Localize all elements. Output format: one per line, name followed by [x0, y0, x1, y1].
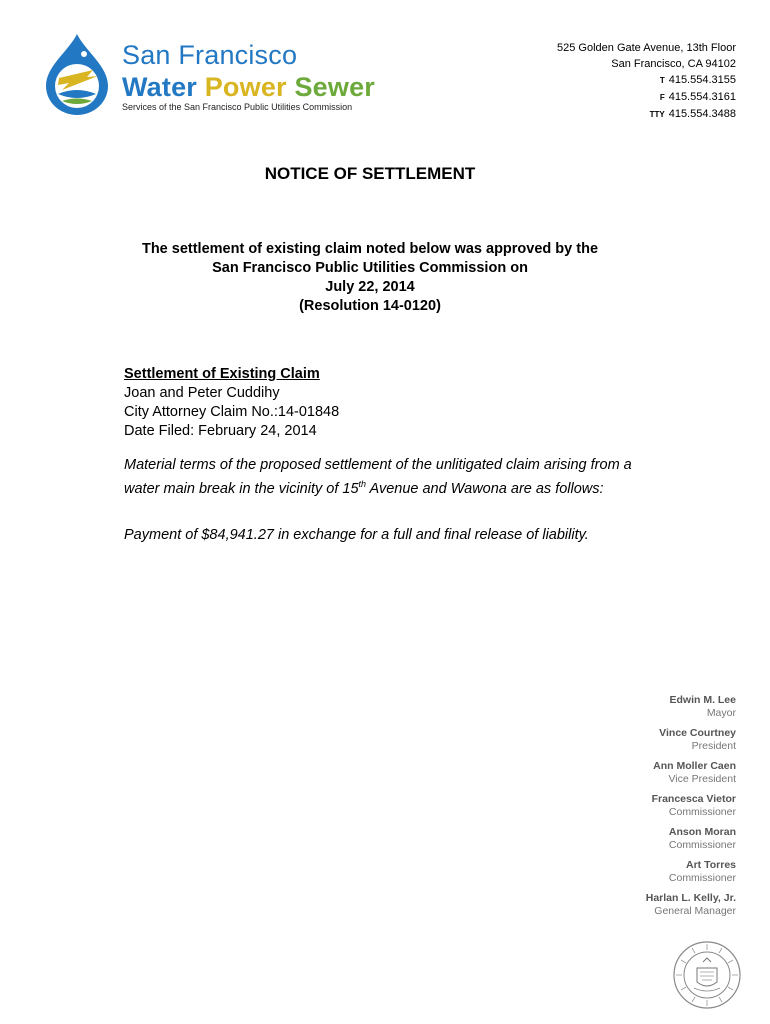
- payment-statement: Payment of $84,941.27 in exchange for a full and final release of liability.: [124, 527, 589, 543]
- terms-text-2: Avenue and Wawona are as follows:: [366, 480, 604, 497]
- official-name: Vince Courtney: [659, 727, 736, 739]
- fax-label: F: [659, 93, 665, 102]
- city-seal-icon: [672, 940, 742, 1010]
- official-entry: [536, 759, 736, 792]
- approval-line-2: San Francisco Public Utilities Commission on: [212, 260, 528, 276]
- page-title: NOTICE OF SETTLEMENT: [264, 164, 476, 183]
- official-entry: [536, 858, 736, 891]
- phone-label: T: [659, 76, 665, 85]
- date-filed: Date Filed: February 24, 2014: [124, 423, 317, 439]
- official-name: Harlan L. Kelly, Jr.: [645, 892, 736, 904]
- address-phone: [557, 72, 736, 89]
- settlement-terms: [124, 456, 644, 499]
- official-name: Anson Moran: [668, 826, 736, 838]
- claim-heading: Settlement of Existing Claim: [124, 366, 320, 382]
- official-entry: [536, 792, 736, 825]
- tty-label: TTY: [649, 110, 665, 119]
- official-role: General Manager: [654, 905, 736, 917]
- logo-tagline: Services of the San Francisco Public Utilities Commission: [122, 102, 353, 112]
- official-role: Commissioner: [668, 806, 736, 818]
- claimants: Joan and Peter Cuddihy: [124, 385, 280, 401]
- water-drop-logo-icon: [38, 30, 116, 116]
- official-role: Commissioner: [668, 839, 736, 851]
- address-tty: [557, 106, 736, 123]
- official-name: Art Torres: [686, 859, 736, 871]
- claim-details: [124, 365, 339, 441]
- address-street: 525 Golden Gate Avenue, 13th Floor: [557, 42, 736, 54]
- terms-superscript: th: [358, 479, 367, 489]
- address-fax: [557, 89, 736, 106]
- tty-number: 415.554.3488: [668, 108, 736, 120]
- official-name: Edwin M. Lee: [669, 694, 736, 706]
- official-entry: [536, 891, 736, 924]
- approval-line-1: The settlement of existing claim noted below was approved by the: [141, 241, 599, 257]
- address-city: San Francisco, CA 94102: [611, 58, 736, 70]
- official-role: Commissioner: [668, 872, 736, 884]
- phone-number: 415.554.3155: [668, 74, 736, 86]
- address-block: [557, 40, 736, 123]
- sfpuc-logo: [38, 30, 378, 116]
- official-role: Vice President: [668, 773, 736, 785]
- logo-services: [122, 72, 375, 103]
- official-entry: [536, 726, 736, 759]
- logo-city-name: San Francisco: [122, 40, 298, 70]
- official-name: Ann Moller Caen: [653, 760, 736, 772]
- logo-water: Water: [122, 72, 198, 102]
- official-role: Mayor: [706, 707, 736, 719]
- official-entry: [536, 693, 736, 726]
- official-entry: [536, 825, 736, 858]
- logo-power: Power: [204, 72, 287, 102]
- logo-sewer: Sewer: [294, 72, 376, 102]
- approval-statement: [0, 240, 740, 316]
- official-name: Francesca Vietor: [651, 793, 736, 805]
- official-role: President: [691, 740, 736, 752]
- approval-date: July 22, 2014: [325, 279, 415, 295]
- claim-number: City Attorney Claim No.:14-01848: [124, 404, 340, 420]
- terms-text-1: Material terms of the proposed settlement of the unlitigated claim arising from a water main break in the vicinity of 15: [124, 457, 632, 497]
- officials-list: [536, 693, 736, 924]
- fax-number: 415.554.3161: [668, 91, 736, 103]
- resolution-number: (Resolution 14-0120): [299, 298, 441, 314]
